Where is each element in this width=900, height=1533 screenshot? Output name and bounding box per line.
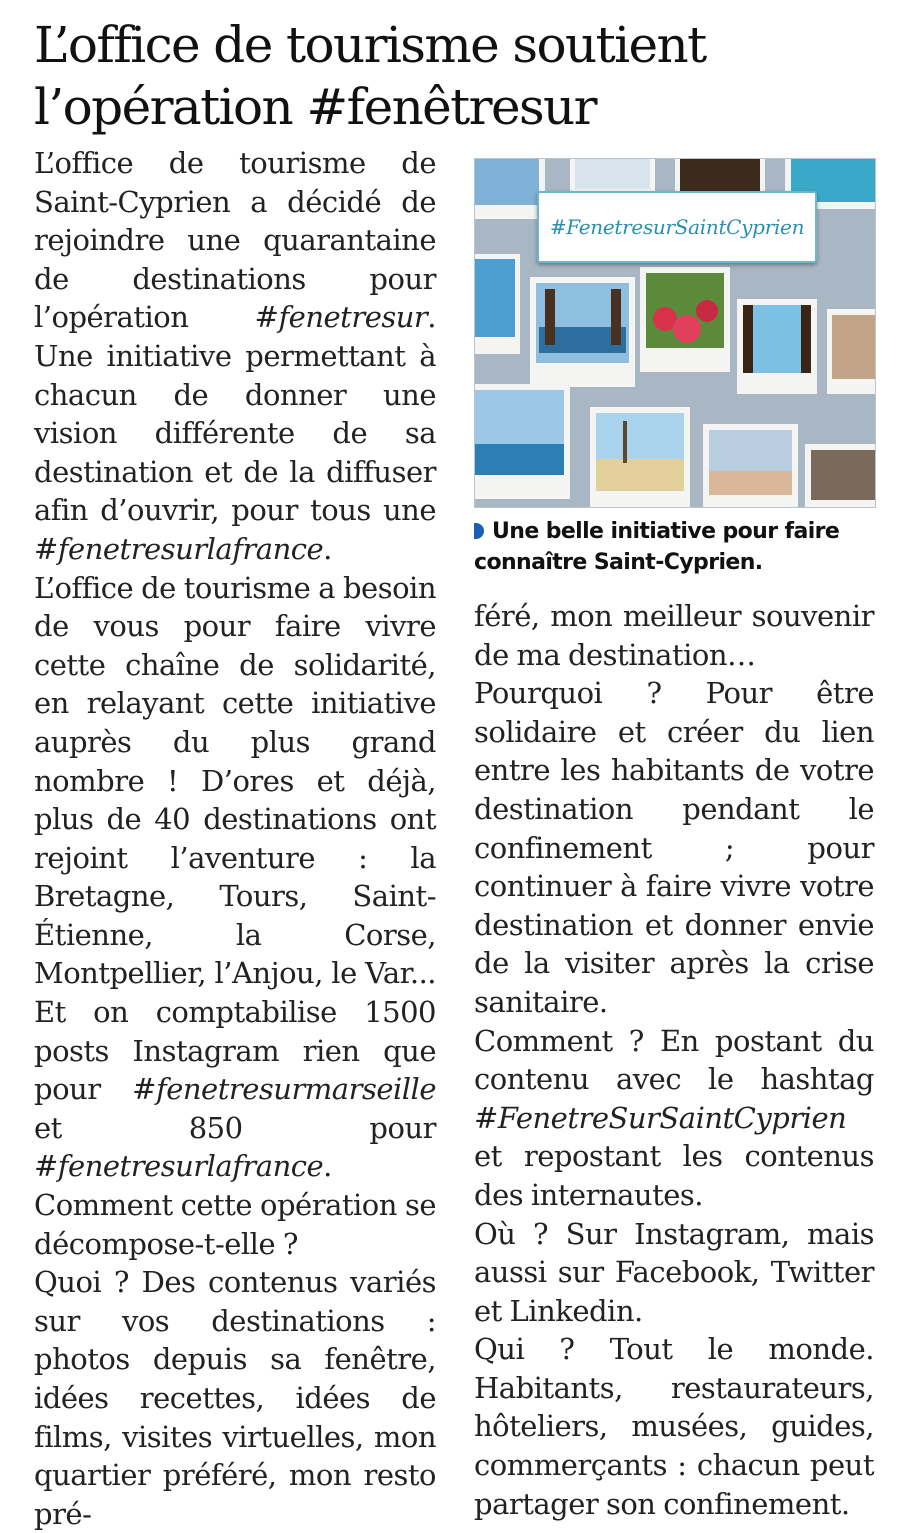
- paragraph: Qui ? Tout le monde. Habitants, restaurateurs, hôteliers, musées, guides, commerçants : chacun peut partager son confinement.: [474, 1332, 874, 1521]
- paragraph: Comment ? En postant du contenu avec le hashtag #FenetreSurSaintCyprien et repostant les contenus des internautes.: [474, 1023, 874, 1212]
- hashtag: #fenetresurlafrance: [34, 1149, 324, 1184]
- photo-caption: [474, 516, 874, 578]
- paragraph: Où ? Sur Instagram, mais aussi sur Facebook, Twitter et Linkedin.: [474, 1216, 874, 1328]
- paragraph: Quoi ? Des contenus variés sur vos destinations : photos depuis sa fenêtre, idées recettes, idées de films, visites virtuelles, mon quartier préféré, mon resto pré-: [34, 1265, 436, 1531]
- caption-text: Une belle initiative pour faire connaître Saint-Cyprien.: [474, 519, 840, 575]
- hashtag: #fenetresurmarseille: [132, 1072, 436, 1107]
- paragraph: Pourquoi ? Pour être solidaire et créer du lien entre les habitants de votre destination pendant le confinement ; pour continuer à faire vivre votre destination et donner envie de la visiter après la crise sanitaire.: [474, 676, 874, 1019]
- paragraph: féré, mon meilleur souvenir de ma destination…: [474, 599, 874, 672]
- caption-marker-icon: [474, 523, 484, 539]
- paragraph: Comment cette opération se décompose-t-elle ?: [34, 1188, 436, 1261]
- hashtag: #fenetresur: [254, 300, 428, 335]
- article-column-left: [34, 144, 436, 1533]
- paragraph: L’office de tourisme de Saint-Cyprien a décidé de rejoindre une quarantaine de destinations pour l’opération #fenetresur. Une initiative permettant à chacun de donner une vision différente de sa destination et de la diffuser afin d’ouvrir, pour tous une #fenetresurlafrance.: [34, 146, 436, 566]
- article-column-right: [474, 597, 874, 1523]
- hashtag-banner: #FenetresurSaintCyprien: [537, 191, 817, 263]
- article-photo: [474, 158, 876, 508]
- hashtag: #FenetreSurSaintCyprien: [474, 1100, 847, 1135]
- paragraph: L’office de tourisme a besoin de vous pour faire vivre cette chaîne de solidarité, en relayant cette initiative auprès du plus grand nombre ! D’ores et déjà, plus de 40 destinations ont rejoint l’aventure : la Bretagne, Tours, Saint-Étienne, la Corse, Montpellier, l’Anjou, le Var... Et on comptabilise 1500 posts Instagram rien que pour #fenetresurmarseille et 850 pour #fenetresurlafrance.: [34, 570, 436, 1184]
- article-headline: L’office de tourisme soutient l’opération #fenêtresur: [34, 16, 706, 136]
- hashtag: #fenetresurlafrance: [34, 531, 324, 566]
